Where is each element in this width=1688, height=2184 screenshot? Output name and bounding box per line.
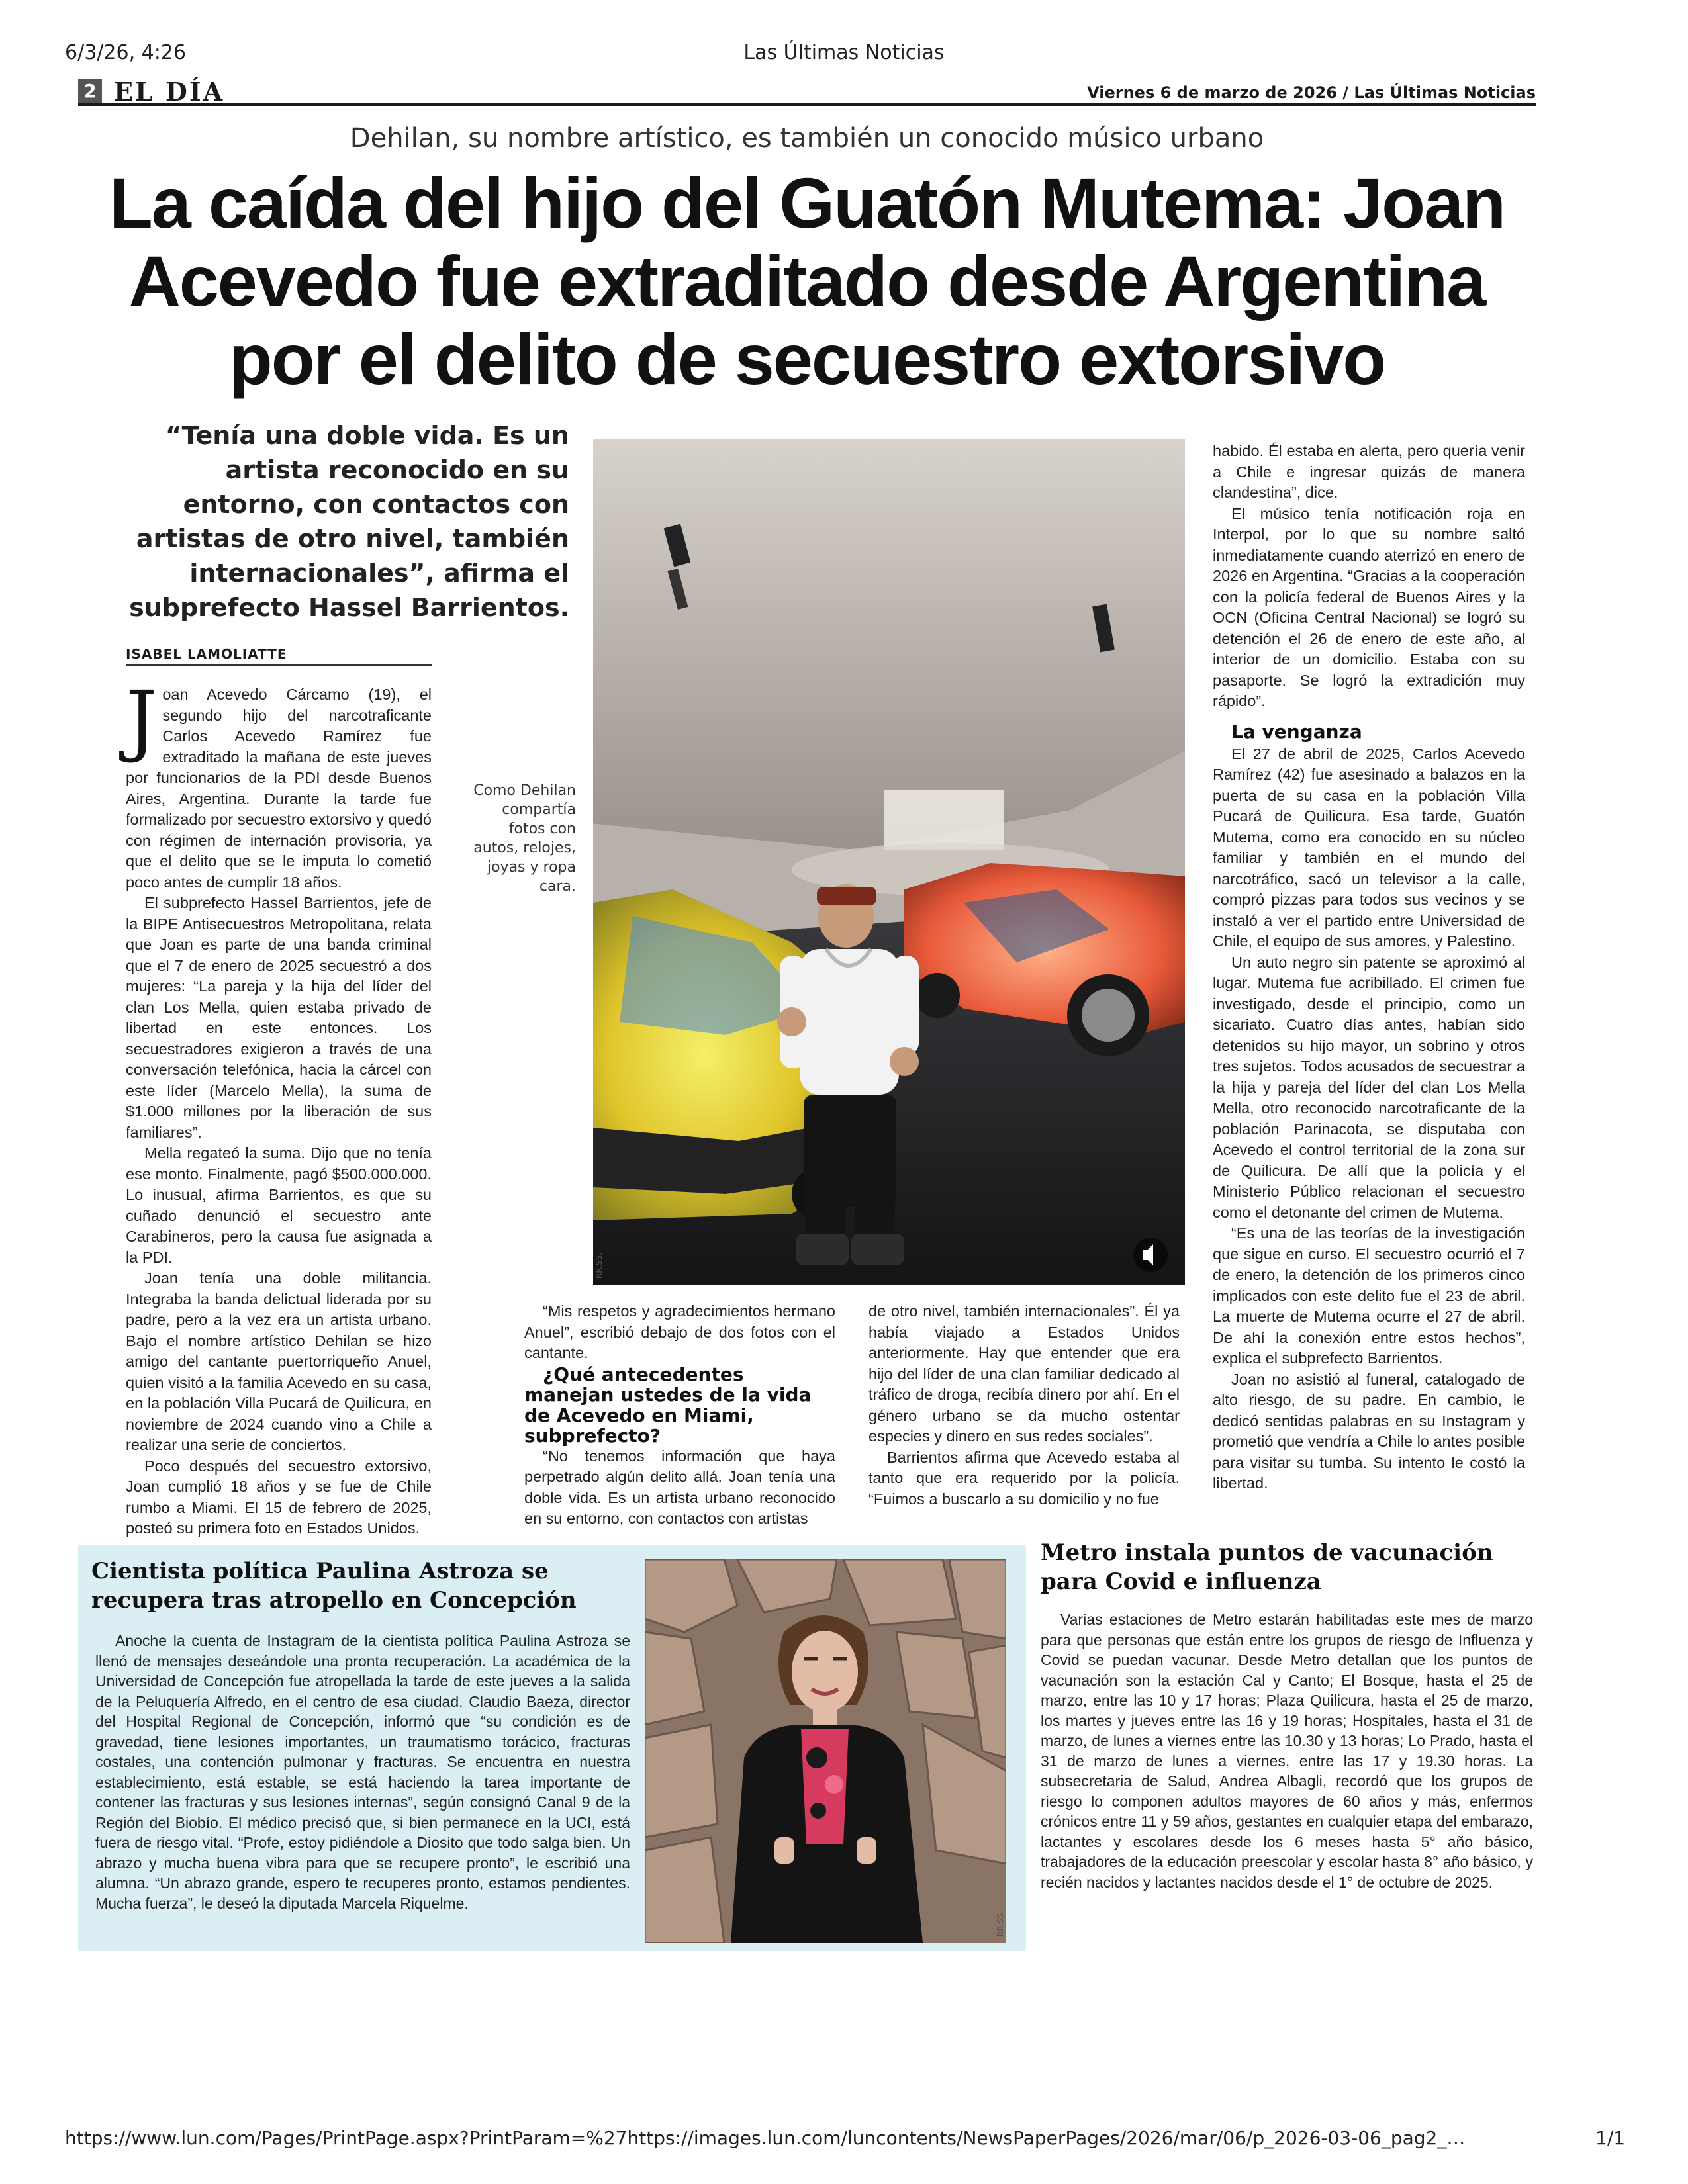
print-url: https://www.lun.com/Pages/PrintPage.aspx?PrintParam=%27https://images.lun.com/luncontents/NewsPaperPages/2026/mar/06/p_2026-03-06_pag2_… [65,2127,1466,2149]
newspaper-header [78,77,1536,106]
metro-body [1041,1610,1533,1892]
box-headline: Cientista política Paulina Astroza se recupera tras atropello en Concepción [91,1558,577,1614]
paragraph: habido. Él estaba en alerta, pero quería venir a Chile e ingresar quizás de manera clandestina”, dice. [1213,442,1525,501]
paragraph: Mella regateó la suma. Dijo que no tenía ese monto. Finalmente, pagó $500.000.000. Lo inusual, afirma Barrientos, es que su cuñado denunció el secuestro ante Carabineros, pero la causa fue asignada a la PDI. [126,1144,432,1266]
article-deck: “Tenía una doble vida. Es un artista reconocido en su entorno, con contactos con artistas de otro nivel, también internacionales”, afirma el subprefecto Hassel Barrientos. [129,421,569,622]
photo-credit: RR.SS. [594,1252,604,1279]
article-column-2 [524,1301,835,1529]
article-column-4 [1213,441,1525,1494]
section-name: EL DÍA [114,77,225,107]
paragraph: El 27 de abril de 2025, Carlos Acevedo Ramírez (42) fue asesinado a balazos en la puerta de su casa en la población Villa Pucará de Quilicura. Esa tarde, Guatón Mutema, como era conocido en su núcleo familiar y también en el mundo del narcotráfico, sacó un televisor a la calle, compró pizzas para todos sus vecinos y se instaló a ver el partido entre Universidad de Chile, el equipo de sus amores, y Palestino. [1213,745,1525,950]
paragraph: Anoche la cuenta de Instagram de la cientista política Paulina Astroza se llenó de mensajes deseándole una pronta recuperación. La académica de la Universidad de Concepción fue atropellada la tarde de este jueves a la salida de la Peluquería Alfredo, en el centro de esa ciudad. Claudio Baeza, director del Hospital Regional de Concepción, informó que “su condición es de gravedad, tiene lesiones importantes, un traumatismo torácico, fracturas costales, una contención pulmonar y fracturas. Se encuentra en nuestra establecimiento, está estable, se está haciendo la tarea importante de contener las fracturas y sus lesiones internas”, según consignó Canal 9 de la Región del Biobío. El médico precisó que, si bien permanece en la UCI, está fuera de riesgo vital. “Profe, estoy pidiéndole a Diosito que todo salga bien. Un abrazo y mucha buena vibra para que se recupere pronto”, le escribió una alumna. “Un abrazo grande, espero te recuperes pronto, estamos pendientes. Mucha fuerza”, le deseó la diputada Marcela Riquelme. [95,1632,630,1912]
article-column-1 [126,674,432,1539]
garage-photo-illustration [593,439,1185,1285]
paragraph: “No tenemos información que haya perpetrado algún delito allá. Joan tenía una doble vida. Es un artista urbano reconocido en su entorno, con contactos con artistas [524,1447,835,1527]
box-body [95,1631,630,1913]
byline: ISABEL LAMOLIATTE [126,646,432,666]
paragraph: Barrientos afirma que Acevedo estaba al tanto que era requerido por la policía. “Fuimos a buscarlo a su domicilio y no fue [868,1448,1180,1508]
photo-caption: Como Dehilan compartía fotos con autos, relojes, joyas y ropa cara. [473,782,576,895]
paragraph: Joan no asistió al funeral, catalogado de alto riesgo, de su padre. En cambio, le dedicó sentidas palabras en su Instagram y prometió que vendría a Chile lo antes posible para visitar su tumba. Su intento le costó la libertad. [1213,1370,1525,1492]
metro-headline: Metro instala puntos de vacunación para Covid e influenza [1041,1539,1493,1595]
interview-question: ¿Qué antecedentes manejan ustedes de la vida de Acevedo en Miami, subprefecto? [524,1363,812,1447]
paragraph: El subprefecto Hassel Barrientos, jefe de la BIPE Antisecuestros Metropolitana, relata que Joan es parte de una banda criminal que el 7 de enero de 2025 secuestró a dos mujeres: “La pareja y la hija del líder del clan Los Mella, quien estaba privado de libertad en este entonces. Los secuestradores exigieron a través de una conversación telefónica, hacia la cárcel con este líder (Marcelo Mella), la suma de $1.000 millones por la liberación de sus familiares”. [126,894,432,1141]
portrait-illustration [645,1559,1006,1943]
photo-credit: RR.SS. [996,1910,1005,1936]
paragraph: “Es una de las teorías de la investigación que sigue en curso. El secuestro ocurrió el 7 de enero, la detención de los primeros cinco implicados con este delito fue el 23 de abril. La muerte de Mutema ocurre el 27 de abril. De ahí la conexión entre estos hechos”, explica el subprefecto Barrientos. [1213,1224,1525,1367]
section-subhead: La venganza [1231,720,1362,743]
page-number-badge: 2 [78,79,102,103]
article-kicker: Dehilan, su nombre artístico, es también un conocido músico urbano [350,123,1264,154]
paragraph: Un auto negro sin patente se aproximó al lugar. Mutema fue acribillado. El crimen fue investigado, desde el principio, como un sicariato. Cuatro días antes, habían sido detenidos su hijo mayor, un sobrino y otros tres sujetos. Todos acusados de secuestrar a la hija y pareja del líder del clan Los Mella Mella, otro reconocido narcotraficante de la población Parinacota, se disputaba con Acevedo el control territorial de la zona sur de Quilicura. De allí que la policía y el Ministerio Público relacionan el secuestro como el detonante del crimen de Mutema. [1213,953,1525,1221]
print-datetime: 6/3/26, 4:26 [65,41,187,64]
print-page-count: 1/1 [1595,2127,1626,2149]
paragraph: de otro nivel, también internacionales”. Él ya había viajado a Estados Unidos anteriormente. Hay que entender que era hijo del líder de una clan familiar dedicado al tráfico de droga, recibía dinero por ahí. En el género urbano se da mucho ostentar especies y dinero en sus redes sociales”. [868,1302,1180,1445]
paragraph: Varias estaciones de Metro estarán habilitadas este mes de marzo para que personas que están entre los grupos de riesgo de Influenza y Covid se puedan vacunar. Desde Metro detallan que los puntos de vacunación son la estación Cal y Canto; El Bosque, hasta el 25 de marzo, entre las 10 y 17 horas; Plaza Quilicura, hasta el 25 de marzo, los martes y jueves entre las 16 y 19 horas; Hospitales, hasta el 31 de marzo, de lunes a viernes entre las 10.30 y 13 horas; Lo Prado, hasta el 31 de marzo de lunes a viernes, entre las 17 y 19.30 horas. La subsecretaria de Salud, Andrea Albagli, recordó que los grupos de riesgo lo componen adultos mayores de 60 años y más, enfermos crónicos entre 11 y 59 años, gestantes en cualquier etapa del embarazo, lactantes y escolares desde los 6 meses hasta 5° año básico, trabajadores de la educación preescolar y escolar hasta 8° año básico, y recién nacidos y lactantes nacidos desde el 1° de octubre de 2025. [1041,1611,1533,1891]
paragraph: Poco después del secuestro extorsivo, Joan cumplió 18 años y se fue de Chile rumbo a Miami. El 15 de febrero de 2025, posteó su primera foto en Estados Unidos. [126,1457,432,1537]
paragraph: El músico tenía notificación roja en Interpol, por lo que su nombre saltó inmediatamente cuando aterrizó en enero de 2026 en Argentina. “Gracias a la cooperación con la policía federal de Buenos Aires y la OCN (Oficina Central Nacional) se logró su detención el 26 de enero de este año, al interior de un domicilio. Estaba con su pasaporte. Se logró la extradición muy rápido”. [1213,504,1525,709]
dateline: Viernes 6 de marzo de 2026 / Las Últimas Noticias [1087,83,1536,102]
print-page-title: Las Últimas Noticias [743,41,945,64]
paragraph: Joan Acevedo Cárcamo (19), el segundo hijo del narcotraficante Carlos Acevedo Ramírez fue extraditado la mañana de este jueves por funcionarios de la PDI desde Buenos Aires, Argentina. Durante la tarde fue formalizado por secuestro extorsivo y quedó con régimen de internación provisoria, ya que el delito que se le imputa lo cometió poco antes de cumplir 18 años. [126,674,432,891]
paragraph: Joan tenía una doble militancia. Integraba la banda delictual liderada por su padre, pero a la vez era un artista urbano. Bajo el nombre artístico Dehilan se hizo amigo del cantante puertorriqueño Anuel, quien visitó a la familia Acevedo en su casa, en la población Villa Pucará de Quilicura, en noviembre de 2024 cuando vino a Chile a realizar una serie de conciertos. [126,1269,432,1453]
article-headline: La caída del hijo del Guatón Mutema: Joan Acevedo fue extraditado desde Argentina por el delito de secuestro extorsivo [109,163,1505,399]
main-photo-garage-cars [593,439,1185,1285]
box-photo-portrait [645,1559,1006,1943]
article-column-3 [868,1301,1180,1510]
paragraph: “Mis respetos y agradecimientos hermano Anuel”, escribió debajo de dos fotos con el cantante. [524,1302,835,1361]
drop-cap: J [126,674,158,765]
